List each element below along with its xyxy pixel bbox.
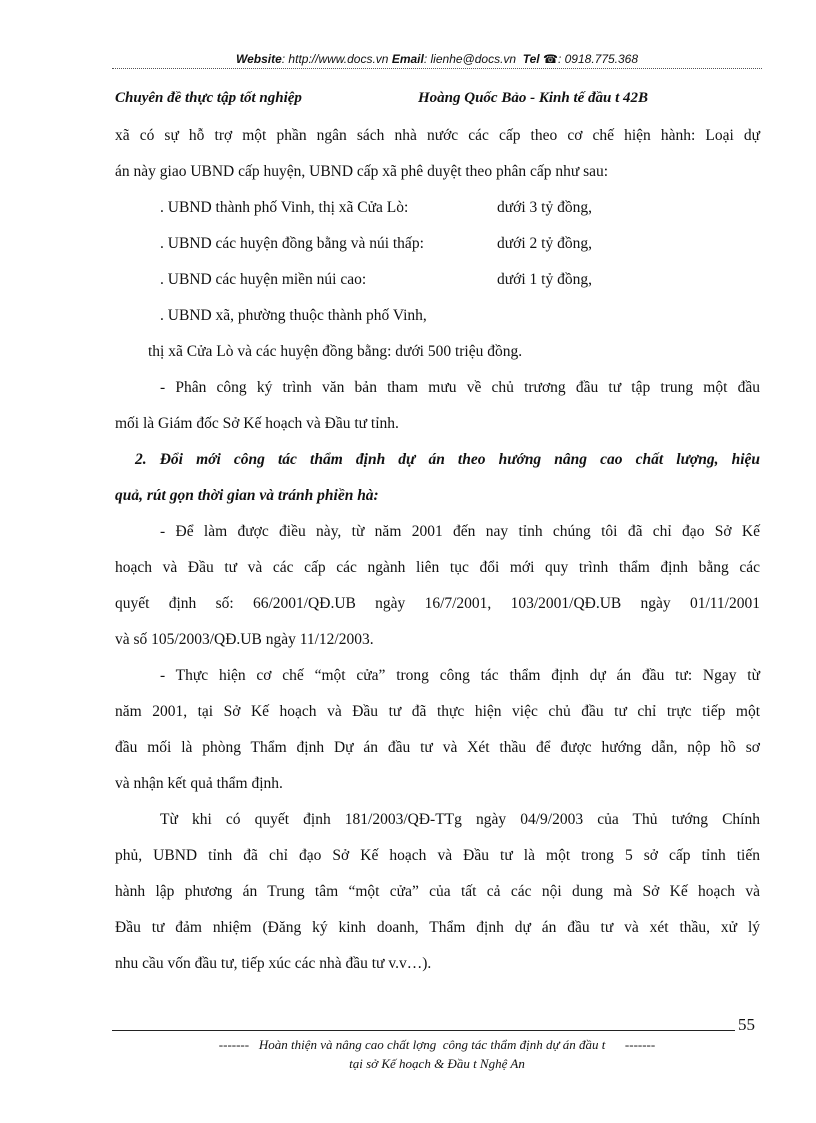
body-line: xã có sự hỗ trợ một phần ngân sách nhà nước các cấp theo cơ chế hiện hành: Loại dự — [115, 127, 760, 144]
body-line: - Phân công ký trình văn bản tham mưu về chủ trương đầu tư tập trung một đầu — [160, 379, 760, 396]
body-line: hoạch và Đầu tư và các cấp các ngành liên tục đổi mới quy trình thẩm định bằng các — [115, 559, 760, 576]
website-label: Website — [235, 52, 282, 66]
body-line: quyết định số: 66/2001/QĐ.UB ngày 16/7/2001, 103/2001/QĐ.UB ngày 01/11/2001 — [115, 595, 760, 612]
footer-title-line2: tại sở Kế hoạch & Đầu t Nghệ An — [349, 1056, 525, 1071]
list-item-value: dưới 1 tỷ đồng, — [497, 271, 592, 288]
list-item — [160, 234, 424, 254]
list-item-value: dưới 3 tỷ đồng, — [497, 199, 592, 216]
body-line: Từ khi có quyết định 181/2003/QĐ-TTg ngày 04/9/2003 của Thủ tướng Chính — [160, 811, 760, 828]
email-label: Email — [391, 52, 424, 66]
email-value[interactable]: : lienhe@docs.vn — [423, 52, 517, 66]
header-divider — [112, 68, 762, 69]
page-header-contact — [112, 52, 762, 66]
section-heading: 2. Đổi mới công tác thẩm định dự án theo hướng nâng cao chất lượng, hiệu — [135, 451, 760, 468]
section-heading: quả, rút gọn thời gian và tránh phiền hà: — [115, 487, 379, 504]
body-line: đầu mối là phòng Thẩm định Dự án đầu tư và Xét thầu để được hướng dẫn, nộp hồ sơ — [115, 739, 760, 756]
list-item-value: dưới 2 tỷ đồng, — [497, 235, 592, 252]
list-item-label: . UBND các huyện miền núi cao: — [160, 271, 367, 288]
footer-title-line1: ------- Hoàn thiện và nâng cao chất lợng công tác thẩm định dự án đầu t ------- — [218, 1037, 656, 1052]
list-item-label: . UBND xã, phường thuộc thành phố Vinh, — [160, 307, 427, 324]
body-line: năm 2001, tại Sở Kế hoạch và Đầu tư đã thực hiện việc chủ đầu tư chỉ trực tiếp một — [115, 703, 760, 720]
tel-label: Tel — [522, 52, 540, 66]
body-line: án này giao UBND cấp huyện, UBND cấp xã phê duyệt theo phân cấp như sau: — [115, 163, 609, 180]
body-line: phủ, UBND tỉnh đã chỉ đạo Sở Kế hoạch và Đầu tư là một trong 5 sở cấp tỉnh tiến — [115, 847, 760, 864]
tel-value: : 0918.775.368 — [557, 52, 639, 66]
body-line: hành lập phương án Trung tâm “một cửa” của tất cả các nội dung mà Sở Kế hoạch và — [115, 883, 760, 900]
body-line: mối là Giám đốc Sở Kế hoạch và Đầu tư tỉnh. — [115, 415, 399, 432]
footer-rule — [112, 1030, 735, 1031]
website-value[interactable]: : http://www.docs.vn — [281, 52, 389, 66]
body-line: Đầu tư đảm nhiệm (Đăng ký kinh doanh, Thẩm định dự án đầu tư và xét thầu, xử lý — [115, 919, 760, 936]
page-number: 55 — [738, 1015, 755, 1034]
body-line: và số 105/2003/QĐ.UB ngày 11/12/2003. — [115, 631, 374, 648]
header-left-title: Chuyên đề thực tập tốt nghiệp — [115, 90, 302, 106]
body-line: - Để làm được điều này, từ năm 2001 đến nay tỉnh chúng tôi đã chỉ đạo Sở Kế — [160, 523, 760, 540]
list-item — [160, 270, 366, 290]
body-line: nhu cầu vốn đầu tư, tiếp xúc các nhà đầu tư v.v…). — [115, 955, 432, 972]
phone-icon: ☎ — [543, 52, 558, 66]
body-line: và nhận kết quả thẩm định. — [115, 775, 283, 792]
header-right-title: Hoàng Quốc Bảo - Kinh tế đầu t 42B — [418, 90, 649, 106]
body-line: - Thực hiện cơ chế “một cửa” trong công tác thẩm định dự án đầu tư: Ngay từ — [160, 667, 760, 684]
list-item-label: . UBND các huyện đồng bằng và núi thấp: — [160, 235, 424, 252]
list-item — [160, 306, 427, 326]
body-line: thị xã Cửa Lò và các huyện đồng bằng: dưới 500 triệu đồng. — [148, 343, 523, 360]
list-item — [160, 198, 408, 218]
list-item-label: . UBND thành phố Vinh, thị xã Cửa Lò: — [160, 199, 409, 216]
